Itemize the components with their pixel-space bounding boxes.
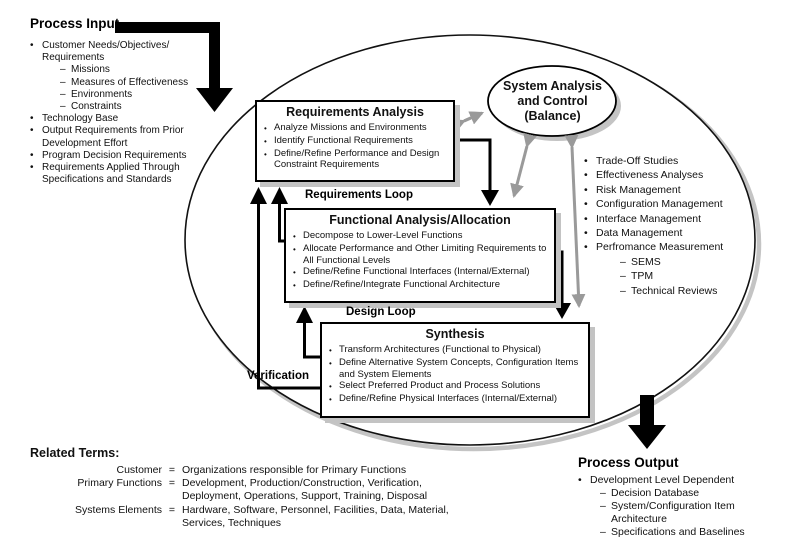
synthesis-bullets bbox=[322, 343, 588, 409]
list-item bbox=[600, 487, 768, 500]
bullet-marker: • bbox=[584, 241, 588, 254]
list-item-text: Interface Management bbox=[596, 212, 702, 225]
term-definition: Development, Production/Construction, Verification, Deployment, Operations, Support, Training, Disposal bbox=[182, 477, 428, 503]
bullet-marker: • bbox=[329, 346, 332, 355]
list-item-text: Risk Management bbox=[596, 183, 681, 196]
list-item bbox=[600, 500, 768, 526]
list-item-text: System/Configuration Item Architecture bbox=[611, 500, 735, 525]
process-output-section bbox=[578, 455, 768, 539]
term-definition: Organizations responsible for Primary Functions bbox=[182, 464, 407, 476]
related-terms-section bbox=[30, 446, 490, 530]
bullet-marker: • bbox=[584, 183, 588, 196]
bullet-marker: • bbox=[264, 136, 267, 146]
list-item-text: Specifications and Baselines bbox=[611, 526, 745, 538]
equals-sign: = bbox=[168, 477, 176, 490]
functional-analysis-box bbox=[284, 208, 556, 303]
dash-marker: – bbox=[60, 76, 66, 88]
list-item-text: Identify Functional Requirements bbox=[274, 134, 413, 146]
related-terms-title: Related Terms: bbox=[30, 446, 120, 460]
list-item bbox=[264, 135, 447, 148]
list-item-text: Decompose to Lower-Level Functions bbox=[303, 230, 463, 241]
list-item bbox=[329, 393, 582, 406]
list-item-text: Configuration Management bbox=[596, 198, 723, 211]
list-item-text: Perfromance Measurement bbox=[596, 241, 724, 254]
verification-label: Verification bbox=[247, 370, 309, 382]
list-item-text: Development Level Dependent bbox=[590, 474, 735, 486]
list-item-text: Program Decision Requirements bbox=[42, 149, 187, 161]
process-input-title: Process Input bbox=[30, 16, 120, 31]
process-input-list bbox=[30, 40, 222, 186]
equals-sign: = bbox=[168, 503, 176, 516]
list-item-text: Missions bbox=[71, 64, 110, 76]
bullet-marker: • bbox=[293, 232, 296, 241]
list-item bbox=[584, 168, 759, 182]
list-item-text: SEMS bbox=[631, 255, 661, 268]
list-item bbox=[30, 162, 222, 186]
list-item-text: Define Alternative System Concepts, Configuration Items and System Elements bbox=[339, 356, 579, 380]
list-item-text: Select Preferred Product and Process Solutions bbox=[339, 380, 541, 392]
dash-marker: – bbox=[600, 487, 606, 499]
requirements-analysis-bullets bbox=[257, 121, 453, 174]
list-item bbox=[329, 344, 582, 357]
bullet-marker: • bbox=[584, 212, 588, 225]
bullet-marker: • bbox=[30, 40, 34, 51]
dash-marker: – bbox=[60, 88, 66, 100]
process-output-list bbox=[578, 474, 768, 539]
bullet-marker: • bbox=[584, 169, 588, 182]
bullet-marker: • bbox=[30, 125, 34, 137]
bullet-marker: • bbox=[30, 113, 34, 125]
list-item-text: Technical Reviews bbox=[631, 284, 718, 297]
list-item bbox=[578, 474, 768, 487]
list-item bbox=[620, 269, 759, 283]
dash-marker: – bbox=[620, 255, 626, 268]
sac-line-1: System Analysis bbox=[503, 79, 602, 93]
synthesis-title: Synthesis bbox=[425, 327, 485, 341]
list-item-text: Define/Refine Functional Interfaces (Internal/External) bbox=[303, 266, 530, 278]
related-term-row bbox=[30, 477, 490, 503]
bullet-marker: • bbox=[264, 124, 267, 133]
list-item bbox=[264, 122, 447, 135]
requirements-analysis-title: Requirements Analysis bbox=[286, 105, 424, 119]
requirements-loop-label: Requirements Loop bbox=[305, 189, 413, 201]
related-term-row bbox=[30, 464, 490, 477]
list-item bbox=[60, 64, 222, 76]
bullet-marker: • bbox=[584, 155, 588, 167]
term-name: Customer bbox=[116, 464, 162, 476]
dash-marker: – bbox=[60, 64, 66, 76]
list-item bbox=[60, 89, 222, 101]
list-item bbox=[60, 77, 222, 89]
list-item-text: Define/Refine Performance and Design Constraint Requirements bbox=[274, 147, 440, 171]
list-item-text: Technology Base bbox=[42, 113, 119, 125]
list-item bbox=[584, 212, 759, 226]
list-item-text: Customer Needs/Objectives/ Requirements bbox=[42, 40, 170, 64]
list-item bbox=[293, 266, 548, 279]
list-item bbox=[60, 101, 222, 113]
list-item bbox=[620, 255, 759, 269]
list-item bbox=[620, 284, 759, 298]
dash-marker: – bbox=[620, 270, 626, 283]
list-item bbox=[600, 526, 768, 539]
list-item-text: Define/Refine/Integrate Functional Architecture bbox=[303, 279, 500, 291]
list-item bbox=[30, 125, 222, 149]
list-item-text: Decision Database bbox=[611, 487, 700, 499]
list-item-text: Data Management bbox=[596, 227, 683, 240]
bullet-marker: • bbox=[329, 358, 332, 368]
list-item bbox=[30, 113, 222, 125]
list-item bbox=[293, 279, 548, 292]
bullet-marker: • bbox=[30, 149, 34, 161]
functional-analysis-bullets bbox=[286, 229, 554, 295]
list-item-text: Environments bbox=[71, 88, 133, 100]
list-item bbox=[584, 154, 759, 168]
list-item-text: Constraints bbox=[71, 101, 122, 113]
list-item-text: Transform Architectures (Functional to Physical) bbox=[339, 344, 541, 355]
process-input-section bbox=[30, 16, 222, 186]
system-analysis-control-list bbox=[584, 154, 759, 298]
bullet-marker: • bbox=[293, 281, 296, 291]
list-item bbox=[584, 197, 759, 211]
process-output-title: Process Output bbox=[578, 455, 679, 470]
bullet-marker: • bbox=[578, 474, 582, 486]
list-item-text: TPM bbox=[631, 270, 654, 283]
list-item bbox=[264, 148, 447, 172]
list-item bbox=[584, 226, 759, 240]
bullet-marker: • bbox=[264, 149, 267, 159]
list-item bbox=[293, 230, 548, 243]
term-name: Primary Functions bbox=[77, 477, 162, 490]
dash-marker: – bbox=[620, 284, 626, 297]
equals-sign: = bbox=[168, 464, 176, 476]
list-item-text: Requirements Applied Through Specifications and Standards bbox=[42, 162, 180, 186]
term-definition: Hardware, Software, Personnel, Facilities, Data, Material, Services, Techniques bbox=[182, 503, 449, 529]
bullet-marker: • bbox=[293, 244, 296, 254]
list-item bbox=[329, 357, 582, 381]
bullet-marker: • bbox=[329, 395, 332, 405]
bullet-marker: • bbox=[584, 227, 588, 240]
sac-line-2: and Control bbox=[517, 94, 588, 108]
synthesis-box bbox=[320, 322, 590, 418]
list-item-text: Output Requirements from Prior Development Effort bbox=[42, 125, 184, 149]
sac-line-3: (Balance) bbox=[524, 109, 581, 123]
list-item bbox=[584, 183, 759, 197]
list-item bbox=[584, 240, 759, 254]
bullet-marker: • bbox=[584, 198, 588, 211]
bullet-marker: • bbox=[329, 382, 332, 392]
requirements-analysis-box bbox=[255, 100, 455, 182]
list-item bbox=[329, 380, 582, 393]
list-item bbox=[293, 243, 548, 267]
related-term-row bbox=[30, 504, 490, 530]
list-item-text: Analyze Missions and Environments bbox=[274, 122, 427, 133]
list-item bbox=[30, 150, 222, 162]
design-loop-label: Design Loop bbox=[346, 306, 416, 318]
dash-marker: – bbox=[60, 101, 66, 113]
list-item-text: Measures of Effectiveness bbox=[71, 76, 189, 88]
list-item-text: Allocate Performance and Other Limiting Requirements to All Functional Levels bbox=[303, 242, 547, 266]
functional-analysis-title: Functional Analysis/Allocation bbox=[329, 213, 511, 227]
bullet-marker: • bbox=[30, 162, 34, 174]
list-item bbox=[30, 40, 222, 64]
system-analysis-control-label bbox=[494, 79, 611, 124]
term-name: Systems Elements bbox=[75, 503, 162, 516]
list-item-text: Define/Refine Physical Interfaces (Internal/External) bbox=[339, 393, 558, 405]
dash-marker: – bbox=[600, 500, 606, 512]
bullet-marker: • bbox=[293, 268, 296, 278]
dash-marker: – bbox=[600, 526, 606, 538]
list-item-text: Effectiveness Analyses bbox=[596, 169, 704, 182]
list-item-text: Trade-Off Studies bbox=[596, 155, 679, 167]
